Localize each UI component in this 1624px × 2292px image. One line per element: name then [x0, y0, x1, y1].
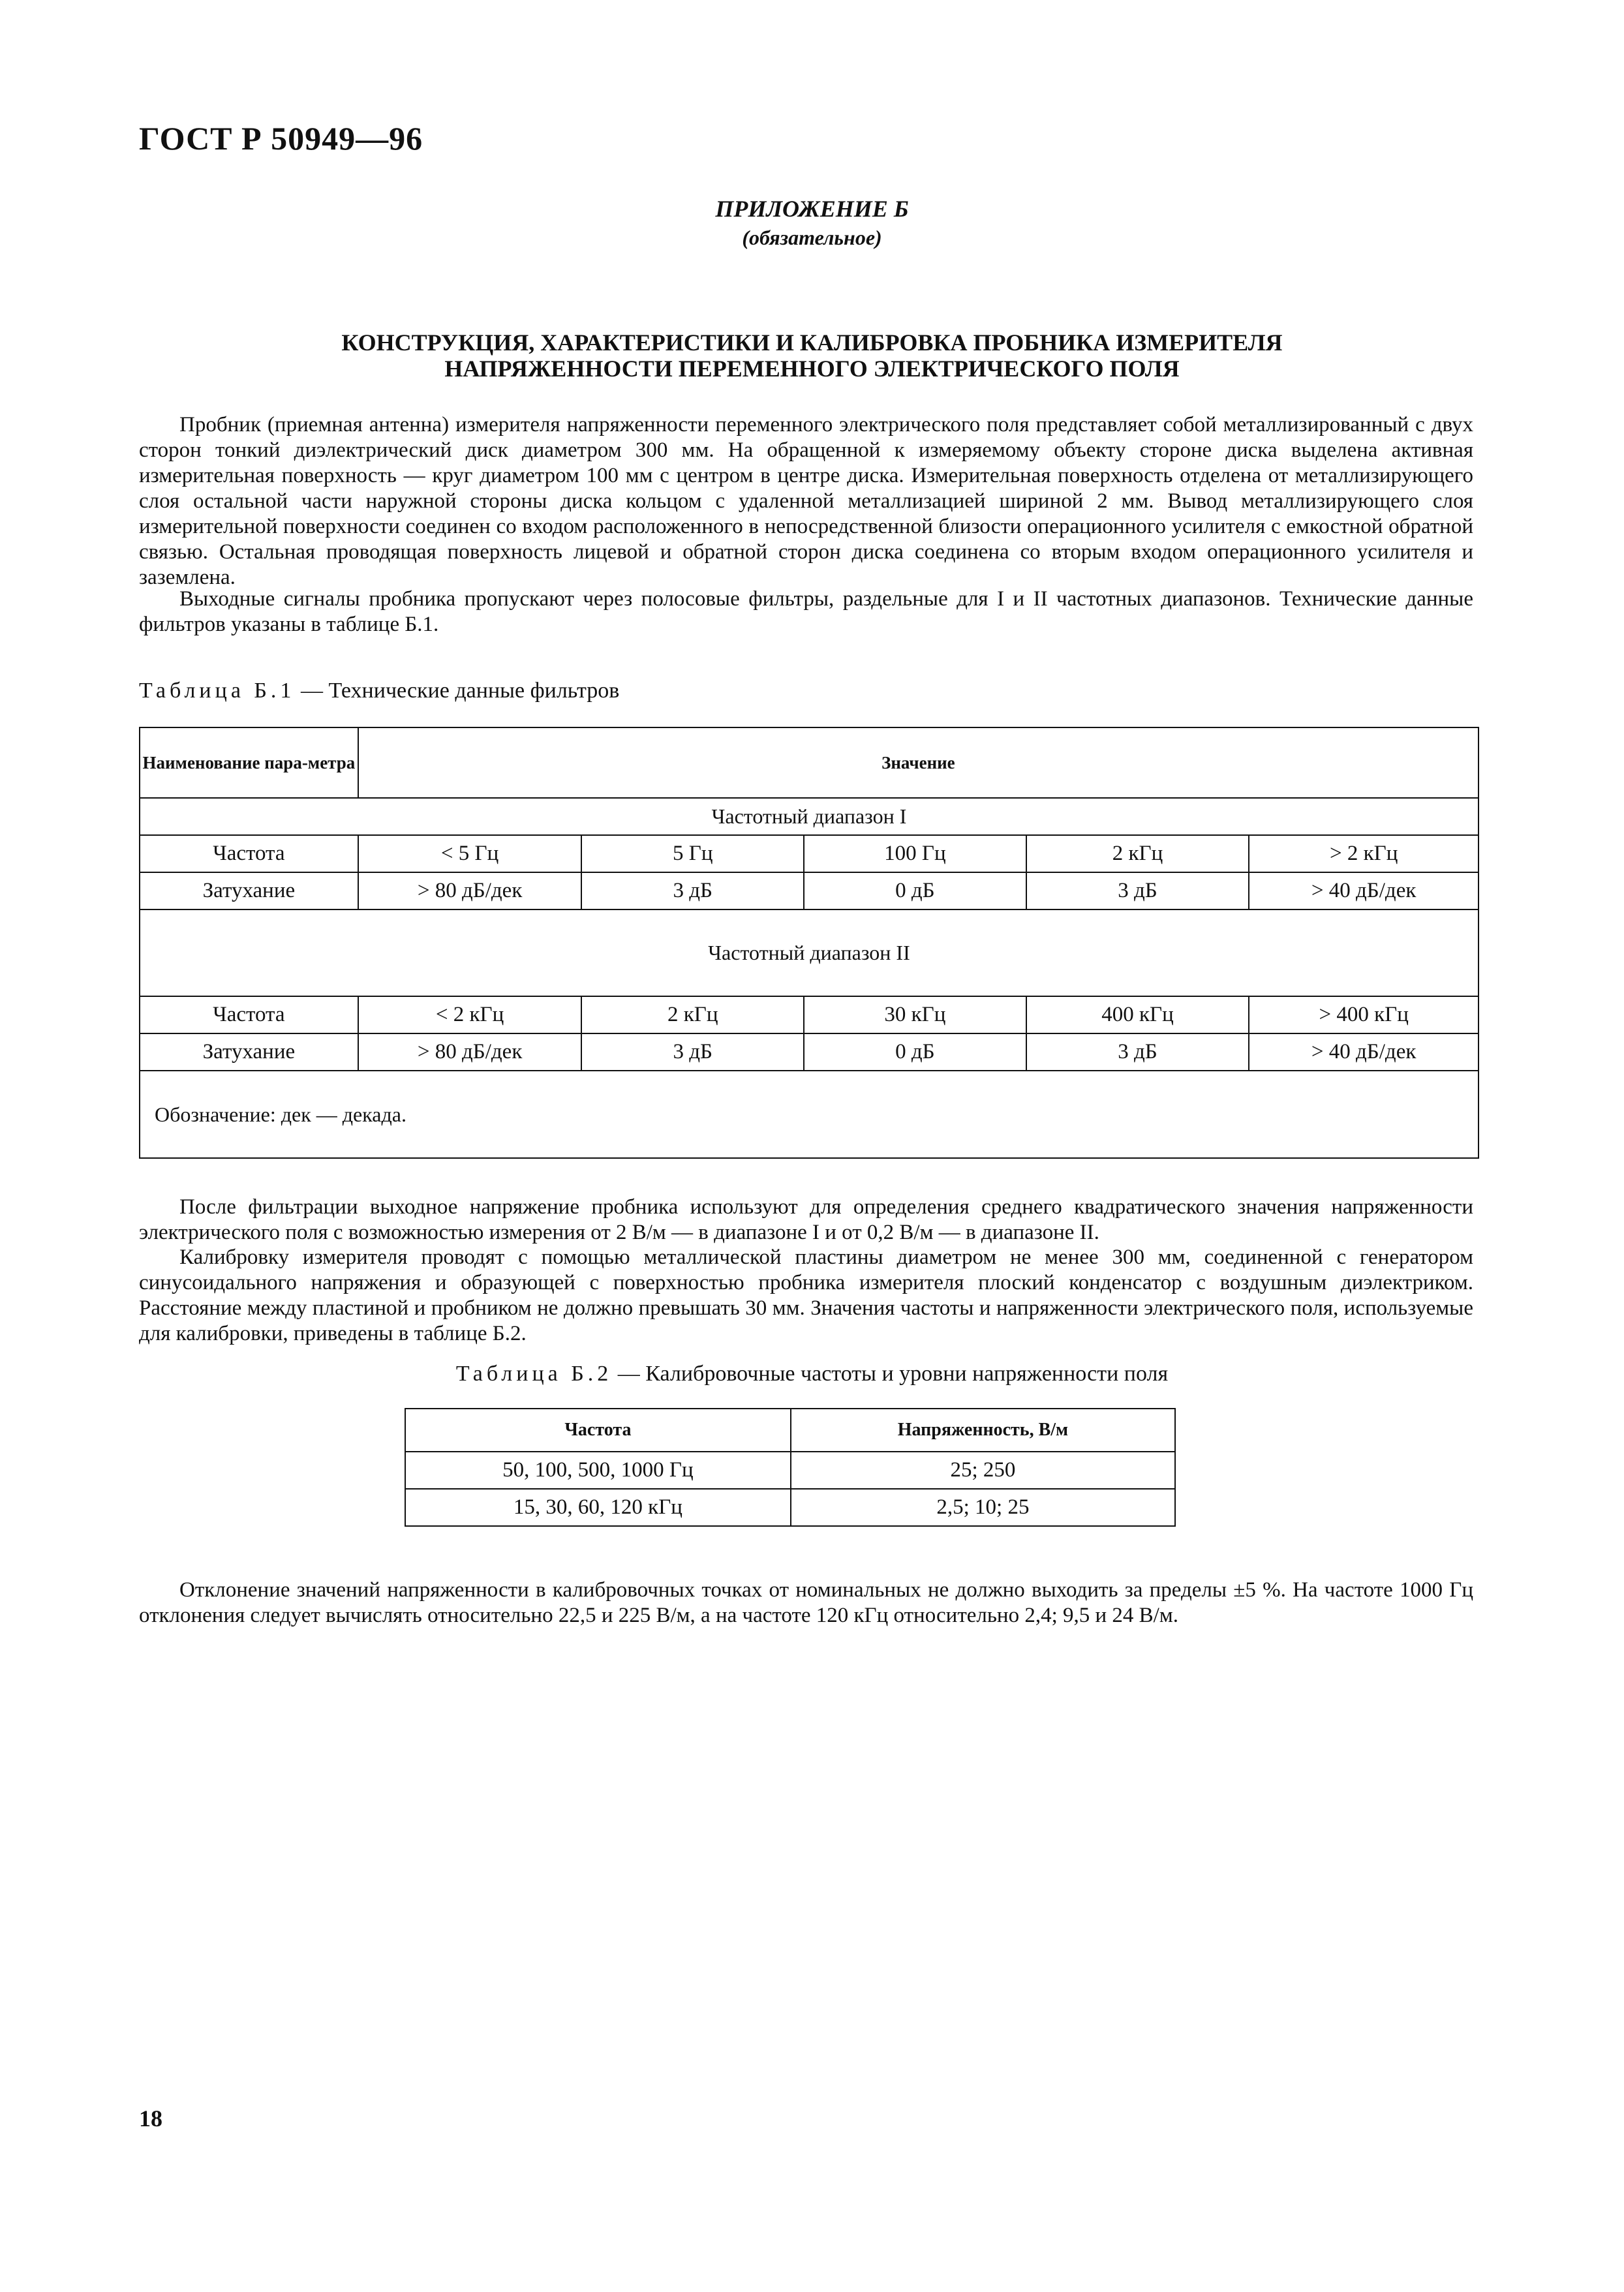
table-cell: 0 дБ: [804, 1033, 1026, 1071]
table-header-row: [405, 1409, 1175, 1452]
table-cell: 2,5; 10; 25: [791, 1489, 1175, 1526]
row-label: Затухание: [140, 1033, 358, 1071]
band-title-row: [140, 909, 1478, 996]
table-cell: 5 Гц: [581, 835, 804, 872]
table-row: [140, 872, 1478, 909]
row-label: Частота: [140, 835, 358, 872]
table2-caption: [0, 1362, 1624, 1386]
table-cell: 100 Гц: [804, 835, 1026, 872]
table-cell: 3 дБ: [581, 1033, 804, 1071]
table-row: [140, 835, 1478, 872]
table-cell: < 5 Гц: [358, 835, 582, 872]
band-title-row: [140, 798, 1478, 835]
table2-caption-text: — Калибровочные частоты и уровни напряженности поля: [612, 1362, 1169, 1386]
table-row: [140, 1033, 1478, 1071]
paragraph-filters: Выходные сигналы пробника пропускают через полосовые фильтры, раздельные для I и II частотных диапазонов. Технические данные фильтров указаны в таблице Б.1.: [139, 587, 1473, 636]
table-header-row: [140, 727, 1478, 798]
table2-caption-label: Таблица Б.2: [455, 1362, 613, 1386]
table-cell: 3 дБ: [581, 872, 804, 909]
band2-title: Частотный диапазон II: [140, 909, 1478, 996]
table-row: [405, 1489, 1175, 1526]
paragraph-deviation: Отклонение значений напряженности в калибровочных точках от номинальных не должно выходить за пределы ±5 %. На частоте 1000 Гц отклонения следует вычислять относительно 22,5 и 225 В/м, а на частоте 120 кГц относительно 2,4; 9,5 и 24 В/м.: [139, 1578, 1473, 1627]
table-cell: > 80 дБ/дек: [358, 1033, 582, 1071]
table-cell: > 40 дБ/дек: [1249, 1033, 1478, 1071]
table-cell: < 2 кГц: [358, 996, 582, 1033]
appendix-subtitle: (обязательное): [742, 226, 882, 249]
header-value: Значение: [358, 727, 1478, 798]
table-cell: 400 кГц: [1026, 996, 1249, 1033]
table1-caption-text: — Технические данные фильтров: [295, 679, 620, 703]
header-param: Наименование пара-метра: [140, 727, 358, 798]
row-label: Затухание: [140, 872, 358, 909]
table-cell: 30 кГц: [804, 996, 1026, 1033]
section-title-line-1: КОНСТРУКЦИЯ, ХАРАКТЕРИСТИКИ И КАЛИБРОВКА ПРОБНИКА ИЗМЕРИТЕЛЯ: [341, 329, 1283, 356]
paragraph-calibration: Калибровку измерителя проводят с помощью металлической пластины диаметром не менее 300 мм, соединенной с генератором синусоидального напряжения и образующей с поверхностью пробника измерителя плоский конденсатор с воздушным диэлектриком. Расстояние между пластиной и пробником не должно превышать 30 мм. Значения частоты и напряженности электрического поля, используемые для калибровки, приведены в таблице Б.2.: [139, 1245, 1473, 1345]
section-title-line-2: НАПРЯЖЕННОСТИ ПЕРЕМЕННОГО ЭЛЕКТРИЧЕСКОГО ПОЛЯ: [444, 356, 1180, 382]
table-cell: > 400 кГц: [1249, 996, 1478, 1033]
table1-caption: [139, 679, 619, 703]
note-row: [140, 1071, 1478, 1158]
table-cell: 3 дБ: [1026, 1033, 1249, 1071]
band1-title: Частотный диапазон I: [140, 798, 1478, 835]
filters-table: [139, 727, 1479, 1159]
document-id: ГОСТ Р 50949—96: [139, 120, 423, 157]
appendix-title: ПРИЛОЖЕНИЕ Б: [715, 196, 909, 222]
appendix-heading: [0, 194, 1624, 252]
page-number: 18: [139, 2105, 162, 2132]
table-cell: 3 дБ: [1026, 872, 1249, 909]
section-title: [130, 329, 1494, 382]
table1-note: Обозначение: дек — декада.: [140, 1071, 1478, 1158]
table-cell: 25; 250: [791, 1452, 1175, 1489]
table-cell: > 40 дБ/дек: [1249, 872, 1478, 909]
table-row: [140, 996, 1478, 1033]
table-cell: 2 кГц: [1026, 835, 1249, 872]
table-cell: 0 дБ: [804, 872, 1026, 909]
table-cell: 50, 100, 500, 1000 Гц: [405, 1452, 791, 1489]
table-row: [405, 1452, 1175, 1489]
table-cell: > 2 кГц: [1249, 835, 1478, 872]
paragraph-probe-description: Пробник (приемная антенна) измерителя напряженности переменного электрического поля представляет собой металлизированный с двух сторон тонкий диэлектрический диск диаметром 300 мм. На обращенной к измеряемому объекту стороне диска выделена активная измерительная поверхность — круг диаметром 100 мм с центром в центре диска. Измерительная поверхность отделена от металлизирующего слоя остальной части наружной стороны диска кольцом с удаленной металлизацией шириной 2 мм. Вывод металлизирующего слоя измерительной поверхности соединен со входом расположенного в непосредственной близости операционного усилителя с емкостной обратной связью. Остальная проводящая поверхность лицевой и обратной сторон диска соединена со вторым входом операционного усилителя и заземлена.: [139, 413, 1473, 589]
table-cell: 2 кГц: [581, 996, 804, 1033]
row-label: Частота: [140, 996, 358, 1033]
table-cell: 15, 30, 60, 120 кГц: [405, 1489, 791, 1526]
header-frequency: Частота: [405, 1409, 791, 1452]
table1-caption-label: Таблица Б.1: [139, 679, 296, 703]
paragraph-filtration: После фильтрации выходное напряжение пробника используют для определения среднего квадратического значения напряженности электрического поля с возможностью измерения от 2 В/м — в диапазоне I и от 0,2 В/м — в диапазоне II.: [139, 1195, 1473, 1244]
header-field-strength: Напряженность, В/м: [791, 1409, 1175, 1452]
calibration-table: [405, 1408, 1176, 1527]
table-cell: > 80 дБ/дек: [358, 872, 582, 909]
